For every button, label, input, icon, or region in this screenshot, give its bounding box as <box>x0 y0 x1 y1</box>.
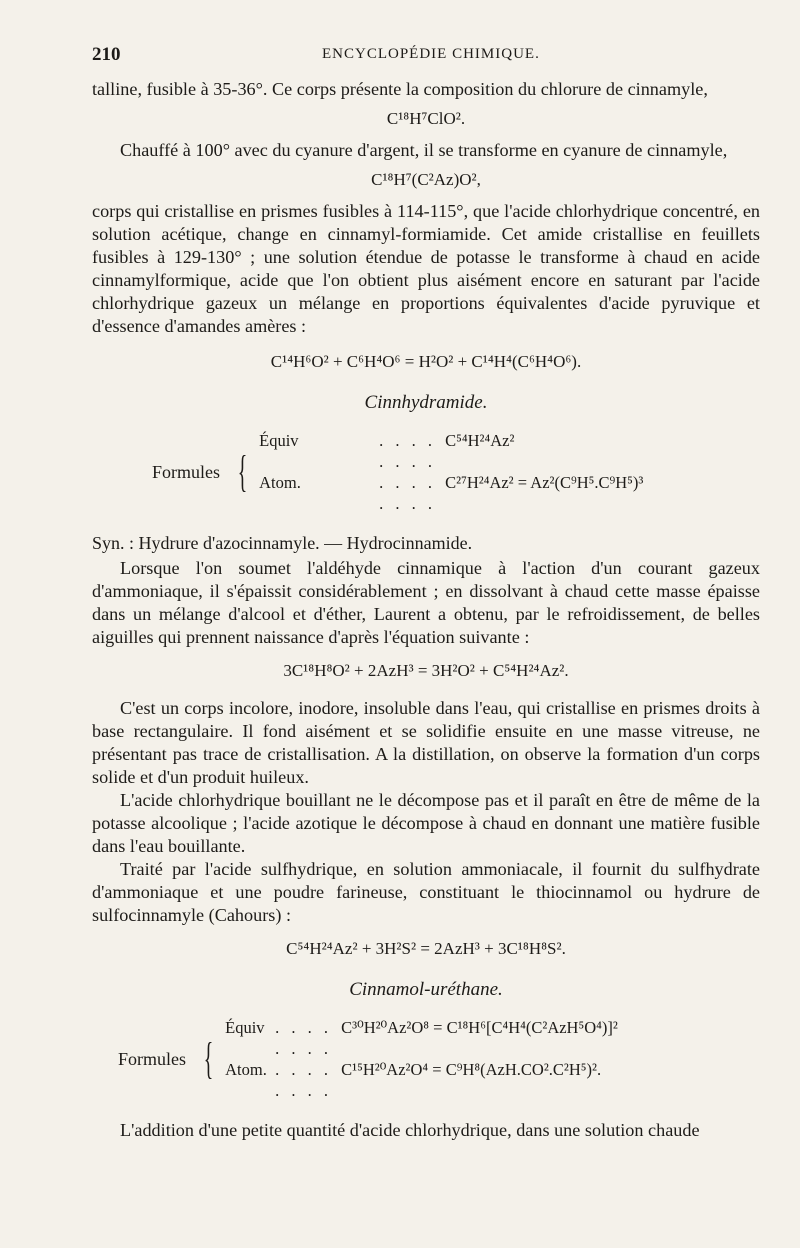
row-label: Équiv <box>259 431 299 450</box>
paragraph-2: Chauffé à 100° avec du cyanure d'argent, il se transforme en cyanure de cinnamyle, <box>120 140 728 160</box>
formula-equation-3: C⁵⁴H²⁴Az² + 3H²S² = 2AzH³ + 3C¹⁸H⁸S². <box>286 939 566 958</box>
row-dots: . . . . . . . . <box>275 1060 332 1100</box>
row-dots: . . . . . . . . <box>379 473 436 513</box>
row-value: C¹⁵H²⁰Az²O⁴ = C⁹H⁸(AzH.CO².C²H⁵)². <box>341 1060 602 1079</box>
paragraph-7: Traité par l'acide sulfhydrique, en solution ammoniacale, il fournit du sulfhydrate d'ammoniaque et une poudre farineuse, constituant le thiocinnamol ou hydrure de sulfocinnamyle (Cahours) : <box>92 859 760 925</box>
brace-icon: { <box>237 447 248 496</box>
formules-block-1 <box>152 430 760 514</box>
paragraph-4: Lorsque l'on soumet l'aldéhyde cinnamique à l'action d'un courant gazeux d'ammoniaque, il s'épaissit considérablement ; en dissolvant à chaud cette masse épaisse dans un mélange d'alcool et d'éther, Laurent a obtenu, par le refroidissement, de belles aiguilles qui prennent naissance d'après l'équation suivante : <box>92 558 760 647</box>
paragraph-3: corps qui cristallise en prismes fusibles à 114-115°, que l'acide chlorhydrique concentré, en solution acétique, change en cinnamyl-formiamide. Cet amide cristallise en feuillets fusibles à 129-130° ; une solution étendue de potasse le transforme à chaud en acide cinnamylformique, acide que l'on obtient plus aisément encore en saturant par l'acide chlorhydrique gazeux un mélange en proportions équivalentes d'acide pyruvique et d'essence d'amandes amères : <box>92 201 760 336</box>
formules-label: Formules <box>118 1048 187 1069</box>
formule-row-atom <box>259 472 643 514</box>
row-value: C⁵⁴H²⁴Az² <box>445 431 515 450</box>
row-label: Atom. <box>259 473 301 492</box>
formules-rows <box>259 430 643 514</box>
row-value: C²⁷H²⁴Az² = Az²(C⁹H⁵.C⁹H⁵)³ <box>445 473 644 492</box>
row-dots: . . . . . . . . <box>379 431 436 471</box>
page-header <box>92 44 760 78</box>
formula-cyanure: C¹⁸H⁷(C²Az)O², <box>371 170 481 189</box>
formule-row-equiv <box>225 1017 618 1059</box>
row-label: Équiv <box>225 1018 265 1037</box>
formula-equation-2: 3C¹⁸H⁸O² + 2AzH³ = 3H²O² + C⁵⁴H²⁴Az². <box>283 661 569 680</box>
synonyms: Syn. : Hydrure d'azocinnamyle. — Hydrocinnamide. <box>92 533 473 553</box>
section-title-cinnamol-urethane: Cinnamol-uréthane. <box>349 979 503 1000</box>
formules-block-2 <box>118 1017 760 1101</box>
formula-chlorure: C¹⁸H⁷ClO². <box>386 109 466 128</box>
formules-label: Formules <box>152 461 221 482</box>
running-head: ENCYCLOPÉDIE CHIMIQUE. <box>322 46 540 62</box>
paragraph-6: L'acide chlorhydrique bouillant ne le décompose pas et il paraît en être de même de la potasse alcoolique ; l'acide azotique le décompose à chaud en donnant une matière fusible dans l'eau bouillante. <box>92 790 760 856</box>
formules-rows <box>225 1017 618 1101</box>
section-title-cinnhydramide: Cinnhydramide. <box>364 392 488 413</box>
formula-equation-1: C¹⁴H⁶O² + C⁶H⁴O⁶ = H²O² + C¹⁴H⁴(C⁶H⁴O⁶). <box>270 352 582 371</box>
page-number: 210 <box>92 44 121 65</box>
brace-icon: { <box>203 1034 214 1083</box>
row-label: Atom. <box>225 1060 267 1079</box>
paragraph-8: L'addition d'une petite quantité d'acide chlorhydrique, dans une solution chaude <box>120 1120 700 1140</box>
paragraph-1: talline, fusible à 35-36°. Ce corps présente la composition du chlorure de cinnamyle, <box>92 79 708 99</box>
paragraph-5: C'est un corps incolore, inodore, insoluble dans l'eau, qui cristallise en prismes droits à base rectangulaire. Il fond aisément et se solidifie ensuite en une masse vitreuse, ne présentant pas trace de cristallisation. A la distillation, on observe la formation d'un corps solide et d'un produit huileux. <box>92 698 760 787</box>
row-value: C³⁰H²⁰Az²O⁸ = C¹⁸H⁶[C⁴H⁴(C²AzH⁵O⁴)]² <box>341 1018 618 1037</box>
formule-row-equiv <box>259 430 643 472</box>
row-dots: . . . . . . . . <box>275 1018 332 1058</box>
formule-row-atom <box>225 1059 618 1101</box>
